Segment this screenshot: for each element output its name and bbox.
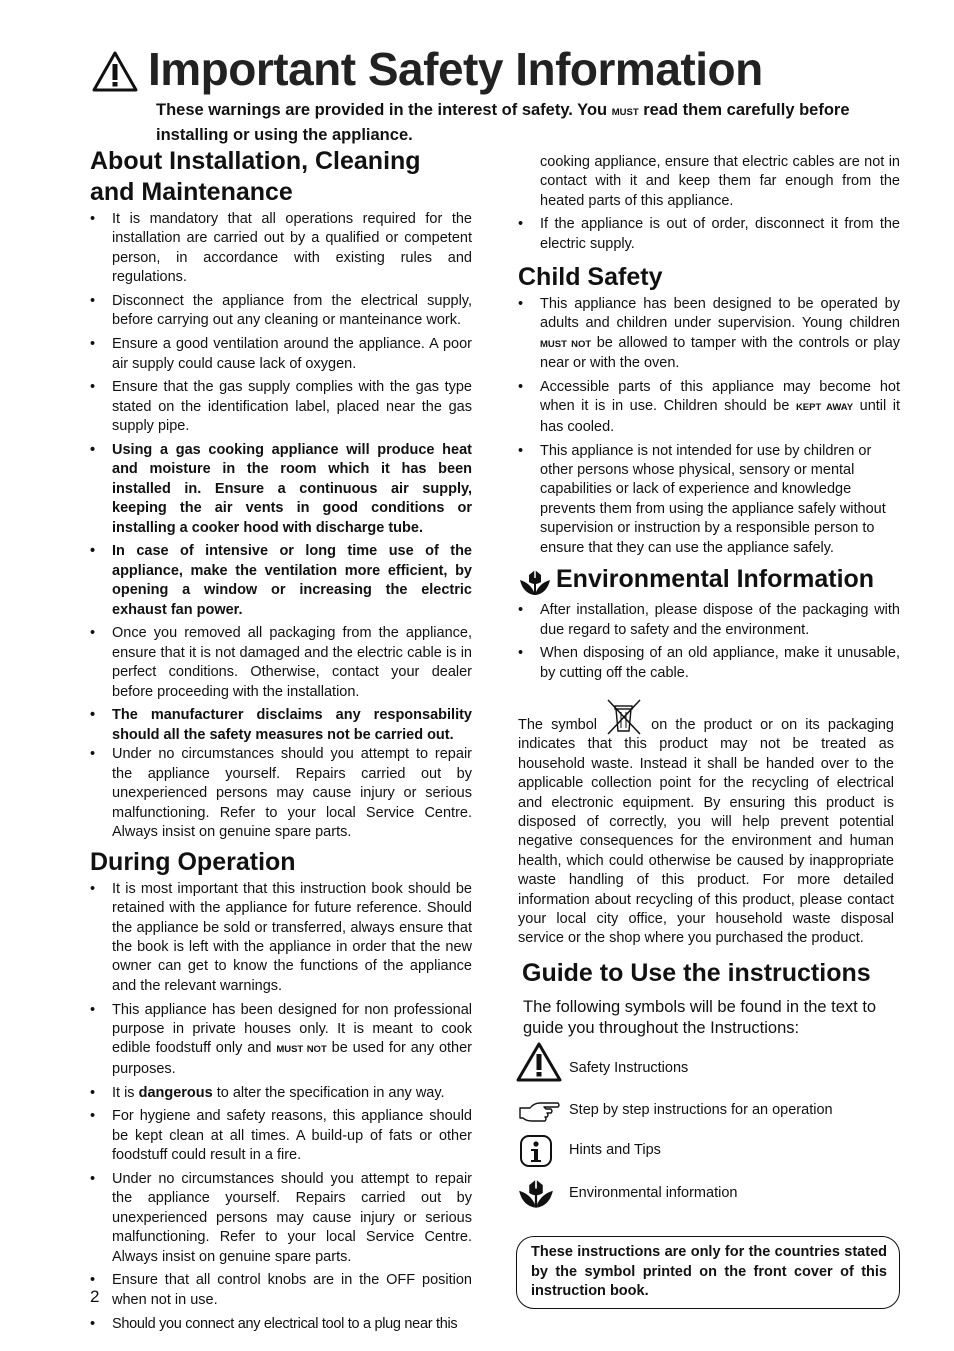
page-title: Important Safety Information bbox=[148, 43, 763, 95]
operation-list bbox=[90, 880, 472, 1334]
operation-heading: During Operation bbox=[90, 847, 296, 876]
left-column bbox=[90, 146, 472, 1338]
environment-list bbox=[518, 601, 900, 683]
continued-text: cooking appliance, ensure that electric cables are not in contact with it and keep them far enough from the heated parts of this appliance. bbox=[540, 154, 900, 209]
warning-triangle-icon bbox=[516, 1042, 560, 1082]
guide-heading: Guide to Use the instructions bbox=[522, 959, 871, 987]
list-item: • Under no circumstances should you attempt to repair the appliance yourself. Repairs carried out by unexperienced persons may cause injury or serious malfunctioning. Refer to your local Service Centre. Always insist on genuine spare parts. bbox=[90, 1170, 472, 1267]
environment-heading-row bbox=[518, 564, 900, 598]
guide-intro: The following symbols will be found in the text to guide you throughout the Instructions: bbox=[523, 998, 877, 1037]
legend-label: Environmental information bbox=[569, 1185, 738, 1201]
environment-heading: Environmental Information bbox=[556, 565, 875, 594]
legend-label: Hints and Tips bbox=[569, 1142, 661, 1158]
legend-row-hints bbox=[516, 1134, 896, 1174]
list-item: • It is mandatory that all operations required for the installation are carried out by a qualified or competent person, in accordance with existing rules and regulations. bbox=[90, 210, 472, 288]
info-icon bbox=[516, 1134, 560, 1174]
child-safety-heading: Child Safety bbox=[518, 263, 663, 292]
list-item: • For hygiene and safety reasons, this appliance should be kept clean at all times. A build-up of fats or other foodstuff could result in a fire. bbox=[90, 1107, 472, 1165]
crossed-bin-icon bbox=[605, 717, 643, 735]
tulip-icon bbox=[516, 1175, 560, 1215]
right-column bbox=[518, 153, 900, 688]
legend-label: Safety Instructions bbox=[569, 1060, 689, 1076]
list-item: • It is most important that this instruction book should be retained with the appliance for future reference. Should the appliance be sold or transferred, always ensure that the book is left with the appliance in order that the new owner can get to know the functions of the appliance and the relevant warnings. bbox=[90, 880, 472, 996]
list-item: • Ensure a good ventilation around the appliance. A poor air supply could cause lack of oxygen. bbox=[90, 335, 472, 374]
list-item: • It is dangerous to alter the specification in any way. bbox=[90, 1084, 472, 1103]
weee-paragraph: The symbol on the product or on its packaging indicates that this product may not be treated as household waste. Instead it shall be handed over to the applicable collection point for the recycling of electrical and electronic equipment. By ensuring this product is disposed of correctly, you will help prevent potential negative consequences for the environment and human health, which could otherwise be caused by inappropriate waste handling of this product. For more detailed information about recycling of this product, please contact your local city office, your household waste disposal service or the shop where you purchased the product. bbox=[518, 716, 894, 949]
list-item: • When disposing of an old appliance, make it unusable, by cutting off the cable. bbox=[518, 644, 900, 683]
continued-list bbox=[518, 215, 900, 254]
list-item: • The manufacturer disclaims any responsability should all the safety measures not be carried out. bbox=[90, 706, 472, 745]
legend-row-steps bbox=[516, 1098, 896, 1138]
list-item: • This appliance has been designed to be operated by adults and children under supervision. Young children MUST NOT be allowed to tamper with the controls or play near or with the oven. bbox=[518, 295, 900, 374]
list-item: • Disconnect the appliance from the electrical supply, before carrying out any cleaning or manteinance work. bbox=[90, 292, 472, 331]
list-item: • If the appliance is out of order, disconnect it from the electric supply. bbox=[518, 215, 900, 254]
pointing-hand-icon bbox=[516, 1098, 560, 1138]
installation-list bbox=[90, 210, 472, 842]
installation-heading: About Installation, Cleaning and Maintenance bbox=[90, 147, 421, 206]
list-item: • In case of intensive or long time use of the appliance, make the ventilation more efficient, by opening a window or increasing the electric exhaust fan power. bbox=[90, 542, 472, 620]
legend-row-safety bbox=[516, 1042, 896, 1082]
list-item: • Using a gas cooking appliance will produce heat and moisture in the room which it has been installed in. Ensure a continuous air supply, keeping the air vents in good conditions or installing a cooker hood with discharge tube. bbox=[90, 441, 472, 538]
list-item: • This appliance has been designed for non professional purpose in private houses only. It is meant to cook edible foodstuff only and MUST NOT be used for any other purposes. bbox=[90, 1001, 472, 1080]
page-number: 2 bbox=[90, 1287, 100, 1306]
must-emphasis: MUST bbox=[611, 107, 639, 118]
countries-note: These instructions are only for the countries stated by the symbol printed on the front cover of this instruction book. bbox=[516, 1236, 900, 1309]
legend-row-environment bbox=[516, 1175, 896, 1215]
legend-label: Step by step instructions for an operation bbox=[569, 1102, 833, 1118]
list-item: • After installation, please dispose of the packaging with due regard to safety and the environment. bbox=[518, 601, 900, 640]
list-item: • Should you connect any electrical tool to a plug near this bbox=[90, 1315, 472, 1334]
list-item: • This appliance is not intended for use by children or other persons whose physical, sensory or mental capabilities or lack of experience and knowledge prevents them from using the appliance safely without supervision or instruction by a responsible person to ensure that they can use the appliance safely. bbox=[518, 442, 900, 558]
list-item: • Ensure that all control knobs are in the OFF position when not in use. bbox=[90, 1271, 472, 1310]
title-warning-icon bbox=[92, 50, 138, 92]
list-item: • Ensure that the gas supply complies with the gas type stated on the identification label, placed near the gas supply pipe. bbox=[90, 378, 472, 436]
list-item: • Under no circumstances should you attempt to repair the appliance yourself. Repairs carried out by unexperienced persons may cause injury or serious malfunctioning. Refer to your local Service Centre. Always insist on genuine spare parts. bbox=[90, 745, 472, 842]
list-item: • Accessible parts of this appliance may become hot when it is in use. Children should be KEPT AWAY until it has cooled. bbox=[518, 378, 900, 437]
intro-warning: These warnings are provided in the interest of safety. You MUST read them carefully before installing or using the appliance. bbox=[156, 101, 850, 144]
child-safety-list bbox=[518, 295, 900, 558]
tulip-icon bbox=[518, 566, 552, 603]
list-item: • Once you removed all packaging from the appliance, ensure that it is not damaged and the electric cable is in perfect conditions. Otherwise, contact your dealer before proceeding with the installation. bbox=[90, 624, 472, 702]
